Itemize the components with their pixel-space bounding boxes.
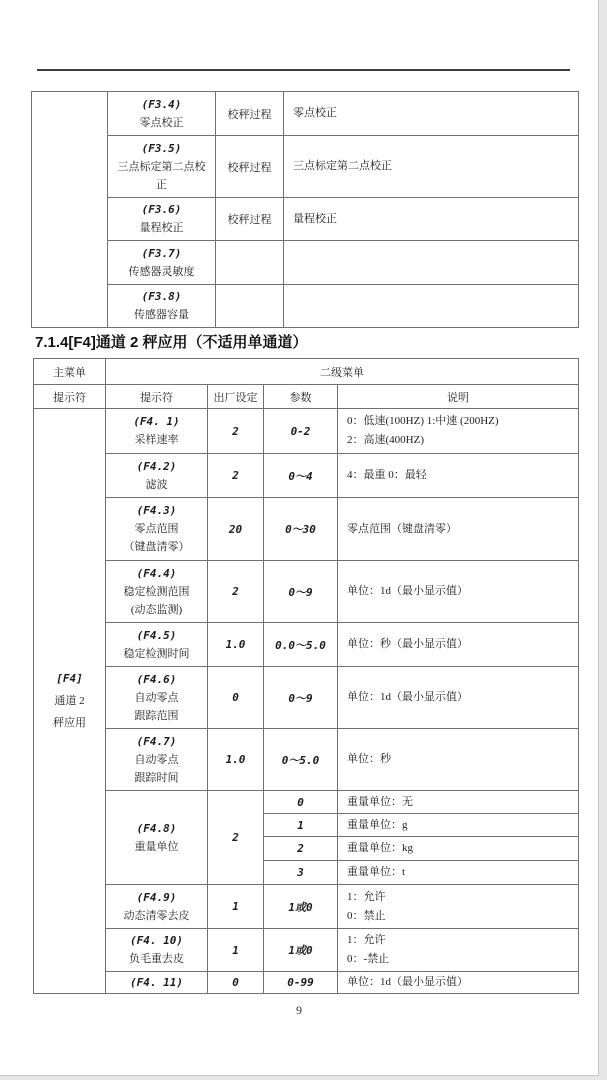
param-cell: 0～30: [264, 498, 338, 561]
desc-line: 0：低速(100HZ) 1:中速 (200HZ): [347, 415, 499, 427]
desc-cell: 零点校正: [284, 92, 579, 136]
param-cell: 1或0: [264, 929, 338, 972]
table-row: [32, 136, 579, 198]
desc-cell: [284, 241, 579, 285]
param-cell: 0～9: [264, 561, 338, 623]
table-row: [34, 972, 579, 994]
prompt-cell: [108, 241, 216, 285]
table-row: [32, 198, 579, 241]
prompt-cell: [108, 198, 216, 241]
prompt-cell: [106, 885, 208, 929]
prompt-code: (F4.8): [136, 821, 177, 835]
table-row: [34, 791, 579, 814]
desc-line: 零点范围（键盘清零）: [347, 522, 457, 535]
header-desc: 说明: [338, 385, 579, 409]
prompt-cell: [106, 729, 208, 791]
desc-cell: 重量单位：无: [338, 791, 579, 814]
desc-cell: [338, 972, 579, 994]
prompt-label: 采样速率: [134, 434, 179, 446]
prompt-code: (F3.6): [141, 203, 182, 216]
process-cell: [216, 285, 284, 328]
param-cell: 1: [264, 814, 338, 837]
desc-cell: [338, 885, 579, 929]
factory-cell: 0: [208, 972, 264, 994]
factory-cell: 2: [208, 409, 264, 454]
desc-line: 0：-禁止: [347, 953, 390, 965]
header-main-menu: 主菜单: [34, 359, 106, 385]
desc-cell: 重量单位：t: [338, 861, 579, 885]
prompt-label: 动态清零去皮: [123, 909, 190, 922]
f4-table: [33, 358, 579, 994]
factory-cell: 1: [208, 885, 264, 929]
desc-cell: [284, 285, 579, 328]
table-row: [32, 92, 579, 136]
process-cell: 校秤过程: [216, 198, 284, 241]
section-heading: 7.1.4[F4]通道 2 秤应用（不适用单通道）: [35, 334, 308, 351]
group-label: 秤应用: [53, 717, 86, 729]
factory-cell: 0: [208, 667, 264, 729]
process-cell: [216, 241, 284, 285]
prompt-cell: [106, 623, 208, 667]
prompt-code: (F4.4): [136, 566, 177, 580]
prompt-cell: [106, 498, 208, 561]
param-cell: 0-99: [264, 972, 338, 994]
table-row: [32, 241, 579, 285]
table-row: [34, 729, 579, 791]
f3-group-cell: [32, 92, 108, 328]
param-cell: 0～4: [264, 454, 338, 498]
table-header-row: [34, 385, 579, 409]
desc-cell: [338, 929, 579, 972]
desc-cell: 重量单位：g: [338, 814, 579, 837]
desc-cell: [338, 667, 579, 729]
factory-cell: 2: [208, 791, 264, 885]
prompt-cell: [106, 791, 208, 885]
table-row: [34, 929, 579, 972]
param-cell: 0-2: [264, 409, 338, 454]
prompt-label: 传感器容量: [134, 309, 189, 321]
prompt-code: (F4.9): [136, 890, 177, 904]
param-cell: 0.0～5.0: [264, 623, 338, 667]
prompt-label: 重量单位: [134, 840, 179, 853]
desc-line: 4：最重 0：最轻: [347, 469, 427, 481]
desc-line: 单位：1d（最小显示值）: [347, 585, 468, 597]
desc-cell: [338, 561, 579, 623]
table-row: [34, 498, 579, 561]
prompt-code: (F4. 10): [130, 934, 183, 947]
prompt-cell: [106, 409, 208, 454]
param-cell: 3: [264, 861, 338, 885]
desc-cell: [338, 623, 579, 667]
prompt-code: (F3.5): [141, 141, 182, 155]
desc-line: 1：允许: [347, 934, 386, 946]
prompt-cell: [106, 454, 208, 498]
table-row: [34, 454, 579, 498]
header-factory: 出厂设定: [208, 385, 264, 409]
prompt-cell: [108, 92, 216, 136]
desc-line: 单位：1d（最小显示值）: [347, 691, 468, 703]
factory-cell: 1: [208, 929, 264, 972]
prompt-cell: [106, 929, 208, 972]
desc-line: 单位：秒（最小显示值）: [347, 638, 468, 650]
prompt-label: 零点范围: [134, 523, 179, 535]
prompt-code: (F4.6): [136, 672, 177, 686]
prompt-label: 滤波: [145, 478, 168, 491]
prompt-code: (F4. 1): [133, 415, 180, 428]
prompt-code: (F3.8): [141, 290, 182, 303]
header-prompt2: 提示符: [106, 385, 208, 409]
prompt-label2: 跟踪范围: [134, 709, 179, 722]
desc-cell: 量程校正: [284, 198, 579, 241]
prompt-label2: (动态监测): [130, 603, 183, 616]
prompt-label: 三点标定第二点校正: [117, 160, 206, 191]
prompt-code: (F4.7): [136, 734, 177, 748]
desc-line: 1：允许: [347, 890, 386, 903]
table-header-row: [34, 359, 579, 385]
process-cell: 校秤过程: [216, 92, 284, 136]
prompt-label2: （键盘清零）: [123, 541, 190, 553]
process-cell: 校秤过程: [216, 136, 284, 198]
desc-cell: [338, 454, 579, 498]
prompt-label: 传感器灵敏度: [128, 265, 195, 278]
prompt-label2: 跟踪时间: [134, 771, 179, 784]
group-label: 通道 2: [54, 695, 85, 707]
desc-cell: [338, 729, 579, 791]
prompt-cell: [106, 972, 208, 994]
factory-cell: 1.0: [208, 729, 264, 791]
desc-line: 单位：秒: [347, 753, 391, 765]
table-row: [34, 409, 579, 454]
header-secondary-menu: 二级菜单: [106, 359, 579, 385]
prompt-cell: [106, 667, 208, 729]
param-cell: 0～9: [264, 667, 338, 729]
factory-cell: 1.0: [208, 623, 264, 667]
param-cell: 2: [264, 837, 338, 861]
f3-table: [31, 91, 579, 328]
prompt-label: 负毛重去皮: [129, 953, 184, 965]
table-row: [34, 667, 579, 729]
desc-cell: [338, 409, 579, 454]
prompt-code: (F4.5): [136, 628, 177, 642]
desc-cell: [338, 498, 579, 561]
group-code: [F4]: [56, 672, 83, 685]
page-number: 9: [296, 1003, 302, 1017]
table-row: [34, 885, 579, 929]
desc-cell: 三点标定第二点校正: [284, 136, 579, 198]
factory-cell: 2: [208, 454, 264, 498]
prompt-label: 稳定检测时间: [123, 647, 190, 660]
prompt-code: (F3.4): [141, 97, 182, 111]
prompt-cell: [108, 285, 216, 328]
prompt-label: 自动零点: [134, 691, 179, 704]
param-cell: 0: [264, 791, 338, 814]
table-row: [34, 623, 579, 667]
prompt-label: 量程校正: [139, 222, 184, 234]
header-prompt1: 提示符: [34, 385, 106, 409]
prompt-code: (F4.2): [136, 459, 177, 473]
desc-line: 2：高速(400HZ): [347, 434, 424, 446]
prompt-label: 稳定检测范围: [123, 585, 190, 598]
prompt-code: (F4.3): [136, 504, 177, 517]
header-rule: [37, 69, 570, 71]
param-cell: 0～5.0: [264, 729, 338, 791]
prompt-code: (F4. 11): [130, 975, 183, 989]
desc-line: 单位：1d（最小显示值）: [347, 976, 468, 988]
desc-cell: 重量单位：kg: [338, 837, 579, 861]
header-param: 参数: [264, 385, 338, 409]
desc-line: 0：禁止: [347, 909, 386, 922]
prompt-cell: [108, 136, 216, 198]
table-row: [34, 561, 579, 623]
factory-cell: 20: [208, 498, 264, 561]
prompt-label: 自动零点: [134, 753, 179, 766]
prompt-code: (F3.7): [141, 246, 182, 260]
factory-cell: 2: [208, 561, 264, 623]
table-row: [32, 285, 579, 328]
f4-group-cell: [34, 409, 106, 994]
prompt-cell: [106, 561, 208, 623]
prompt-label: 零点校正: [139, 116, 184, 129]
param-cell: 1或0: [264, 885, 338, 929]
